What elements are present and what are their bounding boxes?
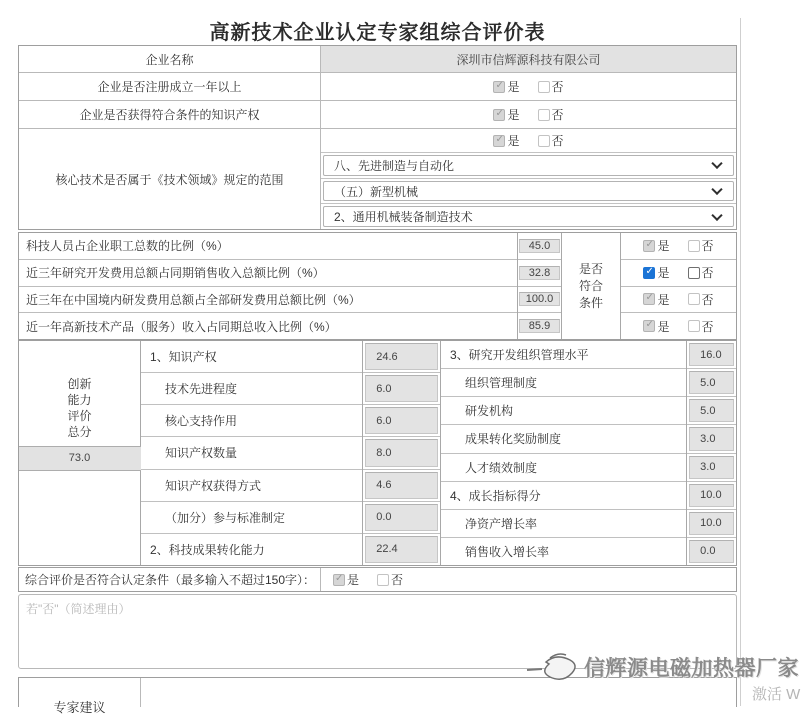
score-value: 5.0 <box>689 399 734 422</box>
ratio-value: 32.8 <box>519 266 560 280</box>
score-value: 4.6 <box>365 472 438 499</box>
company-info-table <box>18 45 737 230</box>
tech-field-category-select[interactable] <box>323 155 734 176</box>
innovation-total-score: 73.0 <box>19 446 141 471</box>
ratio-row-label: 近一年高新技术产品（服务）收入占同期总收入比例（%） <box>19 312 517 339</box>
yes-label: 是 <box>507 80 520 94</box>
meets-condition-line: 是否 <box>578 261 603 276</box>
meets-condition-header <box>562 233 621 339</box>
os-activation-watermark: 激活 W <box>752 686 801 703</box>
chevron-down-icon <box>711 158 722 169</box>
score-value: 22.4 <box>365 536 438 563</box>
ip-yes-checkbox <box>493 109 505 121</box>
ratio-value: 85.9 <box>519 319 560 333</box>
registered-yes-checkbox <box>493 81 505 93</box>
no-label: 否 <box>701 292 714 307</box>
company-name-value: 深圳市信辉源科技有限公司 <box>321 46 736 72</box>
chevron-down-icon <box>711 184 722 195</box>
innovation-score-table <box>18 340 737 566</box>
score-label: 4、成长指标得分 <box>441 481 686 509</box>
brand-logo-icon <box>526 648 584 686</box>
question-registered-label: 企业是否注册成立一年以上 <box>19 73 321 100</box>
tech-field-category-value: 八、先进制造与自动化 <box>334 158 455 173</box>
score-label: 3、研究开发组织管理水平 <box>449 348 589 363</box>
innovation-total-label-line: 创新 <box>67 376 92 391</box>
score-label: 知识产权数量 <box>141 436 362 468</box>
tech-field-item-select[interactable] <box>323 206 734 227</box>
overall-no-checkbox <box>377 574 389 586</box>
score-label: 组织管理制度 <box>441 368 686 396</box>
chevron-down-icon <box>711 209 722 220</box>
ratio-row-label: 近三年研究开发费用总额占同期销售收入总额比例（%） <box>19 259 517 286</box>
ratio-3-no-checkbox <box>688 293 700 305</box>
overall-yes-checkbox <box>333 574 345 586</box>
tech-field-no-checkbox <box>538 135 550 147</box>
brand-watermark-text: 信辉源电磁加热器厂家 <box>584 657 799 680</box>
ratio-4-no-checkbox <box>688 320 700 332</box>
tech-field-subcategory-select[interactable] <box>323 181 734 202</box>
no-label: 否 <box>551 134 564 148</box>
page-title: 高新技术企业认定专家组综合评价表 <box>209 22 546 44</box>
score-label: 人才绩效制度 <box>441 453 686 481</box>
score-value: 10.0 <box>689 512 734 535</box>
score-label: 研发机构 <box>441 396 686 424</box>
overall-evaluation-row <box>18 567 737 592</box>
no-label: 否 <box>701 266 714 281</box>
ratio-row-label: 科技人员占企业职工总数的比例（%） <box>26 239 229 254</box>
meets-condition-line: 条件 <box>578 295 603 310</box>
tech-field-yes-checkbox <box>493 135 505 147</box>
score-label: （加分）参与标准制定 <box>141 501 362 533</box>
ratio-row-label: 近三年在中国境内研发费用总额占全部研发费用总额比例（%） <box>19 286 517 313</box>
ratio-value: 100.0 <box>519 292 560 306</box>
score-value: 6.0 <box>365 375 438 402</box>
yes-label: 是 <box>347 573 360 587</box>
tech-field-subcategory-value: （五）新型机械 <box>334 184 419 199</box>
score-label: 成果转化奖励制度 <box>441 424 686 452</box>
score-label: 2、科技成果转化能力 <box>141 533 362 565</box>
ratio-2-no-checkbox[interactable] <box>688 267 700 279</box>
yes-label: 是 <box>657 292 670 307</box>
score-value: 8.0 <box>365 439 438 466</box>
ratio-1-yes-checkbox <box>643 240 655 252</box>
score-value: 6.0 <box>365 407 438 434</box>
question-ip-label: 企业是否获得符合条件的知识产权 <box>19 101 321 128</box>
innovation-total-cell <box>19 341 141 565</box>
ratio-4-yes-checkbox <box>643 320 655 332</box>
score-value: 5.0 <box>689 371 734 394</box>
score-label: 知识产权获得方式 <box>141 469 362 501</box>
yes-label: 是 <box>657 319 670 334</box>
yes-label: 是 <box>507 134 520 148</box>
no-label: 否 <box>551 108 564 122</box>
overall-evaluation-label: 综合评价是否符合认定条件（最多输入不超过150字）： <box>19 568 321 591</box>
ratio-1-no-checkbox <box>688 240 700 252</box>
expert-suggestion-label-cell <box>19 678 141 715</box>
expert-suggestion-label: 专家建议 <box>53 700 106 715</box>
yes-label: 是 <box>657 266 670 281</box>
ratio-2-yes-checkbox[interactable] <box>643 267 655 279</box>
innovation-total-label-line: 能力 <box>67 392 92 407</box>
ip-no-checkbox <box>538 109 550 121</box>
score-value: 16.0 <box>689 343 734 366</box>
yes-label: 是 <box>657 239 670 254</box>
no-label: 否 <box>701 319 714 334</box>
company-name-label: 企业名称 <box>19 46 321 72</box>
score-value: 3.0 <box>689 427 734 450</box>
tech-field-question-label: 核心技术是否属于《技术领域》规定的范围 <box>19 129 321 229</box>
score-value: 0.0 <box>365 504 438 531</box>
score-label: 净资产增长率 <box>441 509 686 537</box>
innovation-total-label-line: 评价 <box>67 408 92 423</box>
score-value: 0.0 <box>689 540 734 563</box>
no-label: 否 <box>551 80 564 94</box>
score-label: 技术先进程度 <box>141 372 362 404</box>
score-label: 1、知识产权 <box>150 350 217 365</box>
score-value: 10.0 <box>689 484 734 507</box>
brand-watermark <box>526 648 799 686</box>
score-label: 销售收入增长率 <box>441 537 686 565</box>
yes-label: 是 <box>507 108 520 122</box>
meets-condition-line: 符合 <box>578 278 603 293</box>
tech-field-item-value: 2、通用机械装备制造技术 <box>334 210 473 225</box>
no-label: 否 <box>391 573 404 587</box>
score-value: 24.6 <box>365 343 438 370</box>
ratio-3-yes-checkbox <box>643 293 655 305</box>
innovation-total-label-line: 总分 <box>67 424 92 439</box>
ratio-indicators-table <box>18 232 737 340</box>
no-label: 否 <box>701 239 714 254</box>
registered-no-checkbox <box>538 81 550 93</box>
ratio-value: 45.0 <box>519 239 560 253</box>
score-label: 核心支持作用 <box>141 404 362 436</box>
score-value: 3.0 <box>689 456 734 479</box>
page-edge-divider <box>740 18 741 706</box>
